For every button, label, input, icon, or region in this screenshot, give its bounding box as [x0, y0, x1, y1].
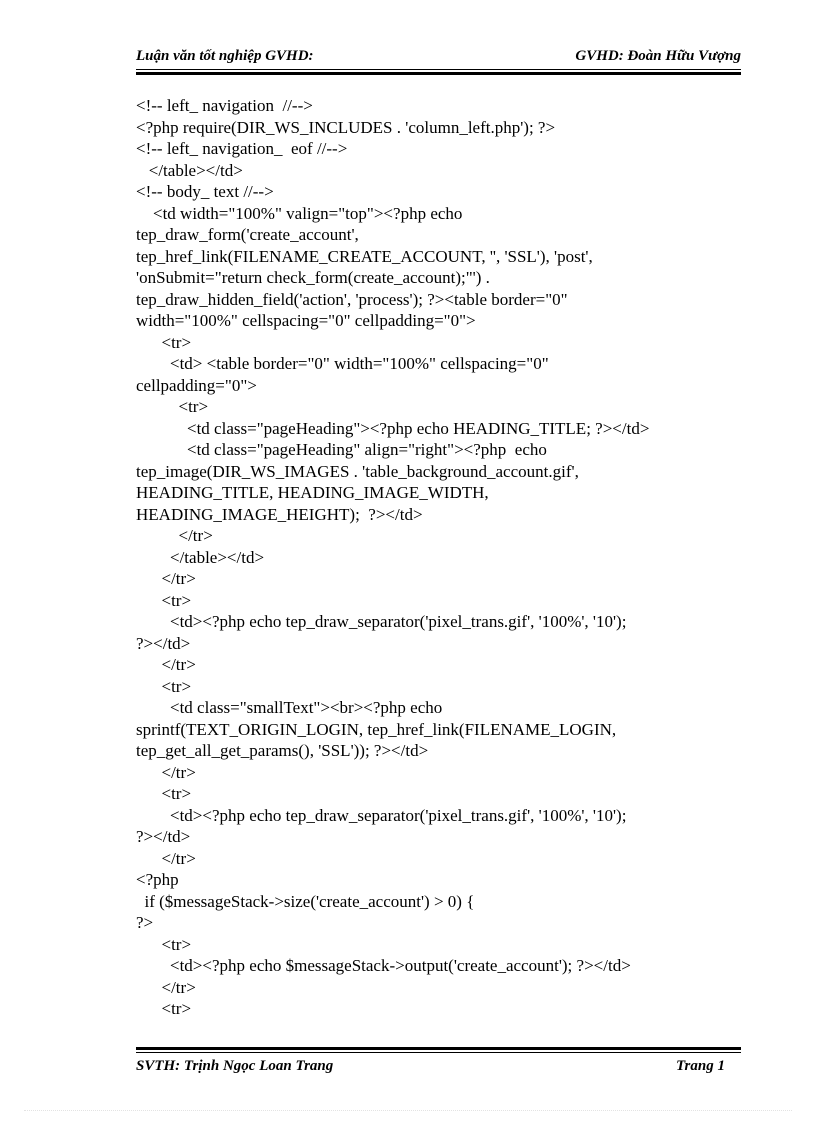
code-line: <td class="smallText"><br><?php echo	[136, 698, 443, 717]
page-bottom-dotted-edge	[24, 1110, 792, 1111]
code-line: <tr>	[136, 590, 192, 610]
code-line: <tr>	[136, 999, 192, 1018]
code-line: ?>	[136, 913, 154, 932]
code-line: <!-- left_ navigation_ eof //-->	[136, 139, 348, 158]
code-line: <!-- left_ navigation //-->	[136, 96, 313, 115]
code-line: tep_href_link(FILENAME_CREATE_ACCOUNT, '', 'SSL'), 'post',	[136, 246, 593, 266]
code-line: <td width="100%" valign="top"><?php echo	[136, 203, 463, 223]
code-line: tep_draw_hidden_field('action', 'process'); ?><table border="0"	[136, 289, 568, 309]
code-line: <td><?php echo tep_draw_separator('pixel_trans.gif', '100%', '10');	[136, 805, 627, 825]
code-line: if ($messageStack->size('create_account') > 0) {	[136, 891, 475, 911]
header-right-advisor: GVHD: Đoàn Hữu Vượng	[575, 48, 741, 64]
code-line: <td><?php echo $messageStack->output('create_account'); ?></td>	[136, 956, 631, 975]
code-line: <td> <table border="0" width="100%" cellspacing="0"	[136, 354, 549, 373]
code-line: tep_image(DIR_WS_IMAGES . 'table_background_account.gif',	[136, 461, 579, 481]
code-line: </table></td>	[136, 547, 265, 567]
code-line: </tr>	[136, 655, 196, 674]
code-line: <td class="pageHeading" align="right"><?php echo	[136, 440, 547, 459]
code-line: HEADING_TITLE, HEADING_IMAGE_WIDTH,	[136, 483, 489, 502]
header-left-title: Luận văn tốt nghiệp GVHD:	[136, 48, 314, 64]
footer-student-name: SVTH: Trịnh Ngọc Loan Trang	[136, 1058, 334, 1074]
code-line: <!-- body_ text //-->	[136, 182, 274, 201]
code-line: <td><?php echo tep_draw_separator('pixel_trans.gif', '100%', '10');	[136, 612, 627, 631]
code-line: <?php require(DIR_WS_INCLUDES . 'column_left.php'); ?>	[136, 117, 556, 137]
code-line: sprintf(TEXT_ORIGIN_LOGIN, tep_href_link(FILENAME_LOGIN,	[136, 719, 617, 739]
code-line: tep_get_all_get_params(), 'SSL')); ?></td>	[136, 741, 429, 760]
code-line: <tr>	[136, 934, 192, 954]
footer-rule-thin	[136, 1052, 741, 1053]
code-line: </tr>	[136, 569, 196, 588]
code-line: HEADING_IMAGE_HEIGHT); ?></td>	[136, 504, 423, 524]
code-line: </tr>	[136, 848, 196, 868]
code-line: <td class="pageHeading"><?php echo HEADING_TITLE; ?></td>	[136, 418, 650, 438]
code-line: </tr>	[136, 977, 196, 997]
code-line: </tr>	[136, 526, 213, 545]
code-line: 'onSubmit="return check_form(create_account);"') .	[136, 268, 490, 287]
code-line: cellpadding="0">	[136, 375, 257, 395]
code-line: <tr>	[136, 397, 209, 416]
code-line: <?php	[136, 870, 179, 889]
code-listing	[136, 95, 741, 1020]
code-line: <tr>	[136, 676, 192, 696]
code-line: <tr>	[136, 332, 192, 352]
code-line: ?></td>	[136, 633, 191, 653]
footer-page-number: Trang 1	[675, 1058, 725, 1074]
code-line: </table></td>	[136, 160, 243, 180]
code-line: ?></td>	[136, 827, 191, 846]
code-line: tep_draw_form('create_account',	[136, 225, 359, 244]
code-line: width="100%" cellspacing="0" cellpadding="0">	[136, 311, 476, 330]
code-line: </tr>	[136, 762, 196, 782]
code-line: <tr>	[136, 784, 192, 803]
header-rule-thin	[136, 69, 741, 70]
header-rule-thick	[136, 72, 741, 75]
footer-rule-thick	[136, 1047, 741, 1050]
